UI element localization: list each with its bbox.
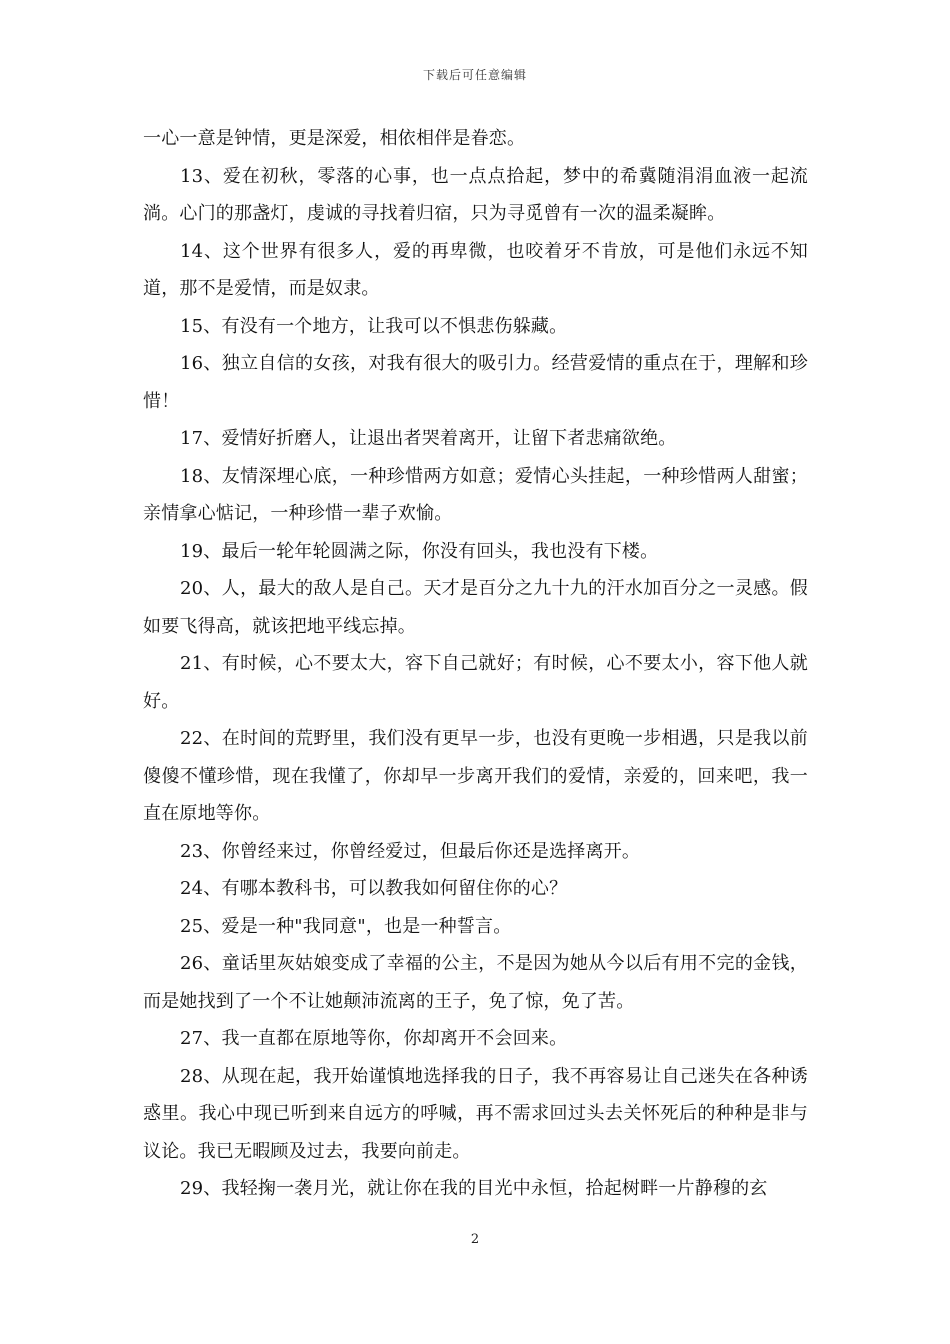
document-body bbox=[143, 120, 808, 1208]
paragraph-20: 20、人，最大的敌人是自己。天才是百分之九十九的汗水加百分之一灵感。假如要飞得高，就该把地平线忘掉。 bbox=[143, 578, 808, 637]
paragraph-23: 23、你曾经来过，你曾经爱过，但最后你还是选择离开。 bbox=[180, 840, 641, 862]
paragraph-17: 17、爱情好折磨人，让退出者哭着离开，让留下者悲痛欲绝。 bbox=[180, 428, 677, 449]
paragraph-28: 28、从现在起，我开始谨慎地选择我的日子，我不再容易让自己迷失在各种诱惑里。我心中现已听到来自远方的呼喊，再不需求回过头去关怀死后的种种是非与议论。我已无暇顾及过去，我要向前走。 bbox=[143, 1065, 808, 1162]
paragraph-27: 27、我一直都在原地等你，你却离开不会回来。 bbox=[180, 1028, 568, 1049]
paragraph-24: 24、有哪本教科书，可以教我如何留住你的心？ bbox=[180, 878, 568, 899]
paragraph-13: 13、爱在初秋，零落的心事，也一点点拾起，梦中的希冀随涓涓血液一起流淌。心门的那盏灯，虔诚的寻找着归宿，只为寻觅曾有一次的温柔凝眸。 bbox=[143, 165, 808, 224]
paragraph-18: 18、友情深埋心底，一种珍惜两方如意；爱情心头挂起，一种珍惜两人甜蜜；亲情拿心惦记，一种珍惜一辈子欢愉。 bbox=[143, 465, 808, 524]
paragraph-16: 16、独立自信的女孩，对我有很大的吸引力。经营爱情的重点在于，理解和珍惜！ bbox=[143, 353, 808, 412]
paragraph-26: 26、童话里灰姑娘变成了幸福的公主，不是因为她从今以后有用不完的金钱，而是她找到了一个不让她颠沛流离的王子，免了惊，免了苦。 bbox=[143, 953, 808, 1012]
paragraph-14: 14、这个世界有很多人，爱的再卑微，也咬着牙不肯放，可是他们永远不知道，那不是爱情，而是奴隶。 bbox=[143, 240, 808, 299]
page-header: 下载后可任意编辑 bbox=[422, 68, 527, 82]
paragraph-29: 29、我轻掬一袭月光，就让你在我的目光中永恒，拾起树畔一片静穆的玄 bbox=[180, 1178, 768, 1199]
paragraph-continuation: 一心一意是钟情，更是深爱，相依相伴是眷恋。 bbox=[143, 128, 526, 149]
paragraph-21: 21、有时候，心不要太大，容下自己就好；有时候，心不要太小，容下他人就好。 bbox=[143, 653, 808, 712]
paragraph-15: 15、有没有一个地方，让我可以不惧悲伤躲藏。 bbox=[180, 315, 568, 337]
paragraph-22: 22、在时间的荒野里，我们没有更早一步，也没有更晚一步相遇，只是我以前傻傻不懂珍惜，现在我懂了，你却早一步离开我们的爱情，亲爱的，回来吧，我一直在原地等你。 bbox=[143, 728, 808, 824]
paragraph-25: 25、爱是一种"我同意"，也是一种誓言。 bbox=[180, 915, 512, 937]
paragraph-19: 19、最后一轮年轮圆满之际，你没有回头，我也没有下楼。 bbox=[180, 540, 659, 562]
page-number: 2 bbox=[470, 1232, 480, 1247]
